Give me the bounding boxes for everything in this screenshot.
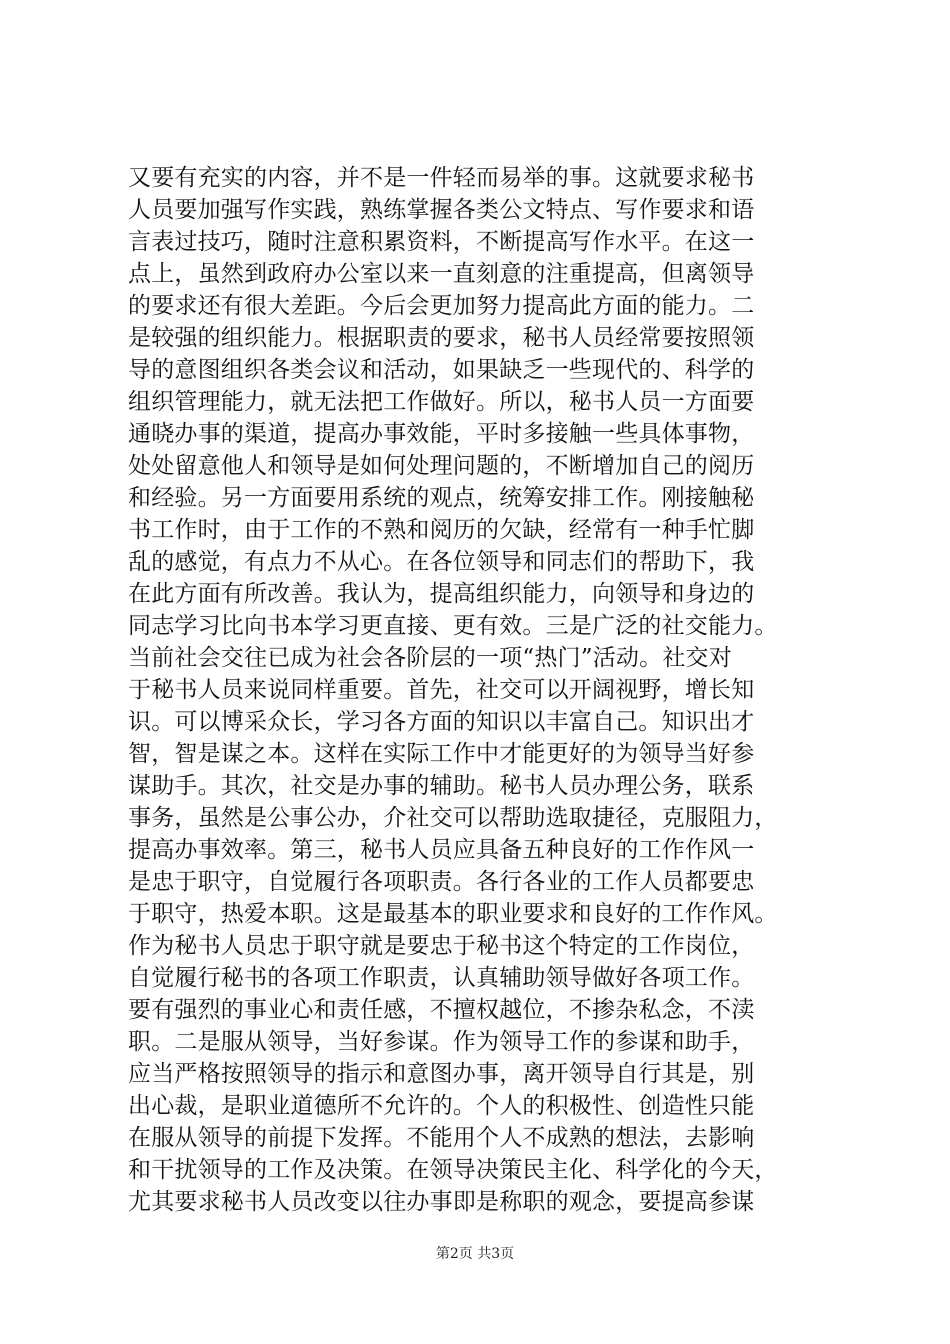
text-line: 是较强的组织能力。根据职责的要求，秘书人员经常要按照领	[128, 325, 755, 351]
text-line: 出心裁，是职业道德所不允许的。个人的积极性、创造性只能	[128, 1093, 755, 1119]
text-line: 又要有充实的内容，并不是一件轻而易举的事。这就要求秘书	[128, 165, 755, 191]
text-line: 职。二是服从领导，当好参谋。作为领导工作的参谋和助手，	[128, 1029, 755, 1055]
text-line: 事务，虽然是公事公办，介社交可以帮助选取捷径，克服阻力，	[128, 805, 778, 831]
text-line: 于秘书人员来说同样重要。首先，社交可以开阔视野，增长知	[128, 677, 755, 703]
text-line: 谋助手。其次，社交是办事的辅助。秘书人员办理公务，联系	[128, 773, 755, 799]
text-line: 和干扰领导的工作及决策。在领导决策民主化、科学化的今天，	[128, 1157, 778, 1183]
text-line: 于职守，热爱本职。这是最基本的职业要求和良好的工作作风。	[128, 901, 778, 927]
text-line: 当前社会交往已成为社会各阶层的一项“热门”活动。社交对	[128, 645, 732, 671]
text-line: 智，智是谋之本。这样在实际工作中才能更好的为领导当好参	[128, 741, 755, 767]
text-line: 尤其要求秘书人员改变以往办事即是称职的观念，要提高参谋	[128, 1189, 755, 1215]
text-line: 在服从领导的前提下发挥。不能用个人不成熟的想法，去影响	[128, 1125, 755, 1151]
page-footer: 第2页 共3页	[435, 1246, 515, 1262]
text-line: 书工作时，由于工作的不熟和阅历的欠缺，经常有一种手忙脚	[128, 517, 755, 543]
text-line: 应当严格按照领导的指示和意图办事，离开领导自行其是，别	[128, 1061, 755, 1087]
text-line: 识。可以博采众长，学习各方面的知识以丰富自己。知识出才	[128, 709, 755, 735]
text-line: 作为秘书人员忠于职守就是要忠于秘书这个特定的工作岗位，	[128, 933, 755, 959]
text-line: 的要求还有很大差距。今后会更加努力提高此方面的能力。二	[128, 293, 755, 319]
text-line: 言表过技巧，随时注意积累资料，不断提高写作水平。在这一	[128, 229, 755, 255]
text-line: 自觉履行秘书的各项工作职责，认真辅助领导做好各项工作。	[128, 965, 755, 991]
text-line: 通晓办事的渠道，提高办事效能，平时多接触一些具体事物，	[128, 421, 755, 447]
text-line: 导的意图组织各类会议和活动，如果缺乏一些现代的、科学的	[128, 357, 755, 383]
text-line: 在此方面有所改善。我认为，提高组织能力，向领导和身边的	[128, 581, 755, 607]
text-line: 是忠于职守，自觉履行各项职责。各行各业的工作人员都要忠	[128, 869, 755, 895]
text-line: 组织管理能力，就无法把工作做好。所以，秘书人员一方面要	[128, 389, 755, 415]
text-line: 处处留意他人和领导是如何处理问题的，不断增加自己的阅历	[128, 453, 755, 479]
text-line: 同志学习比向书本学习更直接、更有效。三是广泛的社交能力。	[128, 613, 778, 639]
text-line: 乱的感觉，有点力不从心。在各位领导和同志们的帮助下，我	[128, 549, 755, 575]
body-text	[128, 162, 838, 1218]
text-line: 人员要加强写作实践，熟练掌握各类公文特点、写作要求和语	[128, 197, 755, 223]
text-line: 要有强烈的事业心和责任感，不擅权越位，不掺杂私念，不渎	[128, 997, 755, 1023]
text-line: 提高办事效率。第三，秘书人员应具备五种良好的工作作风一	[128, 837, 755, 863]
text-line: 点上，虽然到政府办公室以来一直刻意的注重提高，但离领导	[128, 261, 755, 287]
text-line: 和经验。另一方面要用系统的观点，统筹安排工作。刚接触秘	[128, 485, 755, 511]
